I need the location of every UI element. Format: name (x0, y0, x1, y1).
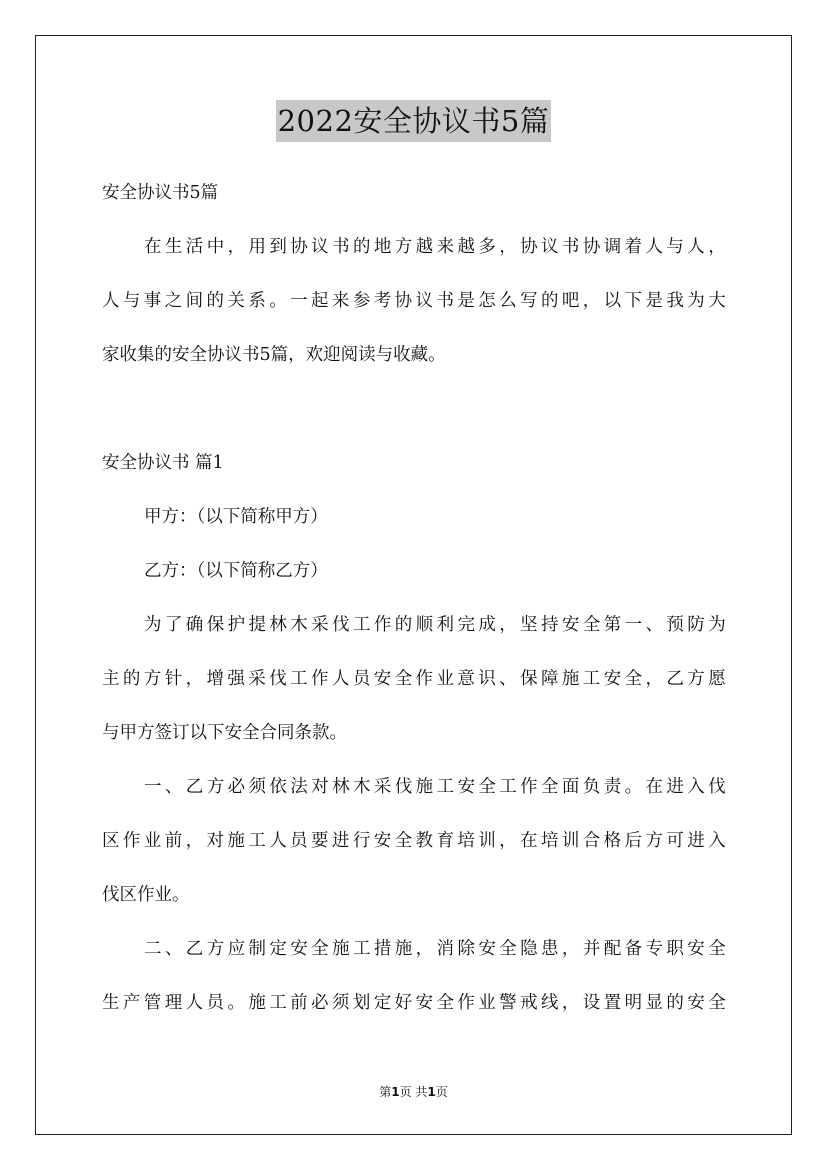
paragraph-line: 一、乙方必须依法对林木采伐施工安全工作全面负责。在进入伐 (144, 777, 726, 797)
paragraph-line: 与甲方签订以下安全合同条款。 (102, 723, 347, 743)
paragraph-line: 为了确保护提林木采伐工作的顺利完成，坚持安全第一、预防为 (144, 615, 726, 635)
intro-line: 家收集的安全协议书5篇，欢迎阅读与收藏。 (102, 345, 446, 365)
intro-line: 在生活中，用到协议书的地方越来越多，协议书协调着人与人， (144, 237, 726, 257)
party-b-line: 乙方：（以下简称乙方） (144, 561, 328, 581)
paragraph-line: 生产管理人员。施工前必须划定好安全作业警戒线，设置明显的安全 (102, 993, 726, 1013)
paragraph-line: 主的方针，增强采伐工作人员安全作业意识、保障施工安全，乙方愿 (102, 669, 726, 689)
paragraph-line: 区作业前，对施工人员要进行安全教育培训，在培训合格后方可进入 (102, 831, 726, 851)
title-container (0, 100, 827, 142)
page-footer (0, 1083, 827, 1100)
footer-current-page: 1 (391, 1085, 400, 1099)
footer-total-pages: 1 (427, 1085, 436, 1099)
footer-prefix: 第 (379, 1085, 392, 1099)
footer-mid: 页 共 (399, 1085, 428, 1099)
intro-line: 人与事之间的关系。一起来参考协议书是怎么写的吧，以下是我为大 (102, 291, 726, 311)
subtitle: 安全协议书5篇 (102, 183, 219, 203)
footer-suffix: 页 (435, 1085, 448, 1099)
document-title: 2022安全协议书5篇 (276, 100, 552, 142)
party-a-line: 甲方：（以下简称甲方） (144, 507, 328, 527)
paragraph-line: 二、乙方应制定安全施工措施，消除安全隐患，并配备专职安全 (144, 939, 726, 959)
blank-line (102, 391, 726, 445)
section-heading: 安全协议书 篇1 (102, 453, 224, 473)
document-body (102, 175, 726, 1039)
paragraph-line: 伐区作业。 (102, 885, 190, 905)
